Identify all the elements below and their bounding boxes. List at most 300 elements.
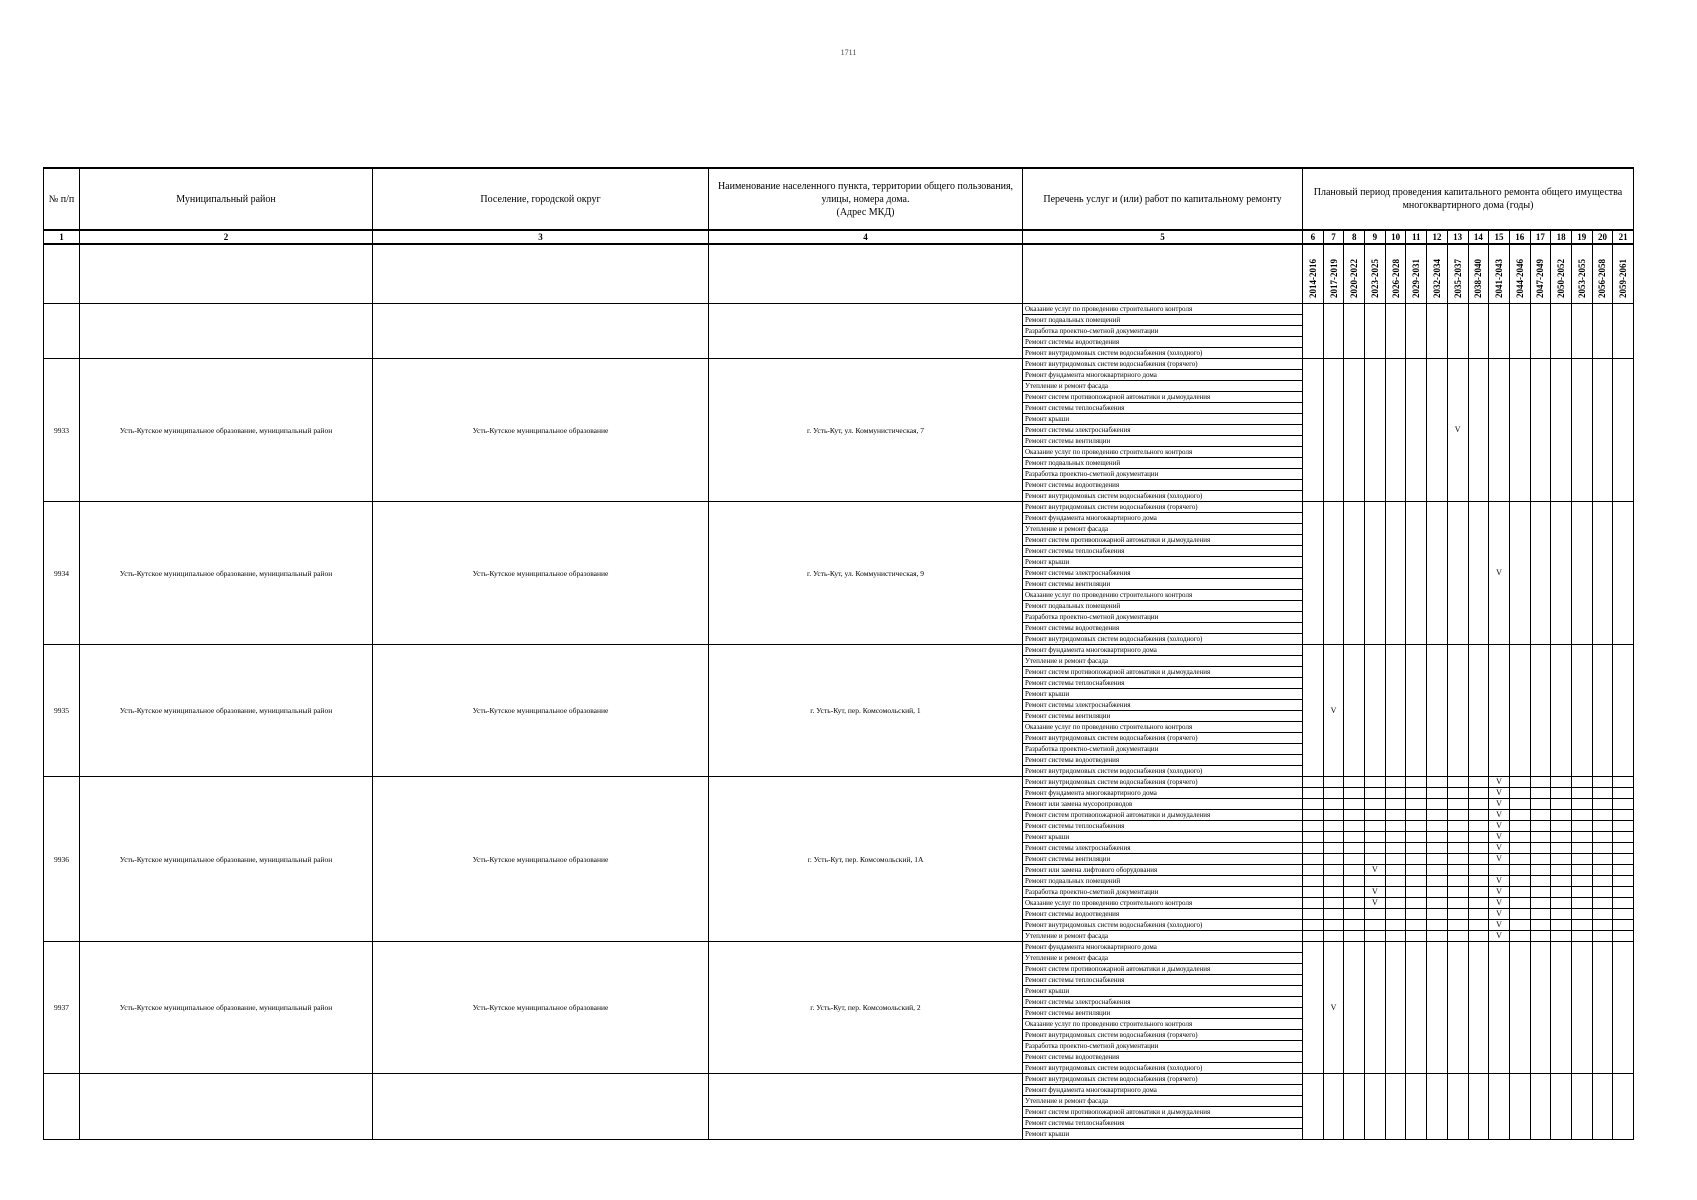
period-mark [1447, 821, 1468, 832]
column-number: 1 [44, 230, 80, 244]
header-n: № п/п [44, 168, 80, 230]
period-mark [1427, 788, 1448, 799]
period-mark [1406, 876, 1427, 887]
period-mark [1551, 865, 1572, 876]
period-mark [1509, 854, 1530, 865]
period-mark [1344, 799, 1365, 810]
period-mark [1303, 909, 1324, 920]
work-item: Разработка проектно-сметной документации [1023, 744, 1303, 755]
period-mark [1303, 645, 1324, 777]
work-item: Ремонт систем противопожарной автоматики и дымоудаления [1023, 810, 1303, 821]
period-mark [1303, 854, 1324, 865]
work-item: Разработка проектно-сметной документации [1023, 469, 1303, 480]
period-mark [1427, 843, 1448, 854]
period-mark [1344, 788, 1365, 799]
period-mark [1365, 1074, 1386, 1140]
work-item: Ремонт крыши [1023, 986, 1303, 997]
period-mark [1592, 821, 1613, 832]
row-number: 9935 [44, 645, 80, 777]
settlement-cell: Усть-Кутское муниципальное образование [373, 502, 709, 645]
work-item: Ремонт системы вентиляции [1023, 579, 1303, 590]
period-mark [1571, 920, 1592, 931]
period-mark [1427, 854, 1448, 865]
work-item: Ремонт системы теплоснабжения [1023, 821, 1303, 832]
period-mark [1613, 865, 1634, 876]
period-mark [1592, 854, 1613, 865]
period-mark [1385, 645, 1406, 777]
period-mark [1323, 777, 1344, 788]
work-item: Ремонт внутридомовых систем водоснабжения (горячего) [1023, 359, 1303, 370]
period-mark [1385, 887, 1406, 898]
year-header: 2047-2049 [1530, 244, 1551, 304]
period-mark [1613, 876, 1634, 887]
period-mark [1571, 887, 1592, 898]
period-mark [1613, 854, 1634, 865]
work-item: Ремонт крыши [1023, 414, 1303, 425]
period-mark [1468, 876, 1489, 887]
work-item: Ремонт системы водоотведения [1023, 909, 1303, 920]
work-item: Утепление и ремонт фасада [1023, 931, 1303, 942]
year-header: 2032-2034 [1427, 244, 1448, 304]
period-mark [1551, 887, 1572, 898]
period-mark [1406, 942, 1427, 1074]
table-row [44, 645, 1634, 656]
period-mark [1344, 777, 1365, 788]
period-mark [1592, 359, 1613, 502]
period-mark [1447, 645, 1468, 777]
work-item: Ремонт внутридомовых систем водоснабжения (горячего) [1023, 1030, 1303, 1041]
period-mark [1344, 920, 1365, 931]
period-mark [1427, 887, 1448, 898]
period-mark [1530, 920, 1551, 931]
period-mark [1571, 502, 1592, 645]
period-mark [1303, 359, 1324, 502]
column-number: 4 [709, 230, 1023, 244]
period-mark [1427, 359, 1448, 502]
work-item: Ремонт системы водоотведения [1023, 755, 1303, 766]
period-mark [1406, 920, 1427, 931]
period-mark [1468, 359, 1489, 502]
period-mark [1530, 843, 1551, 854]
period-mark [1447, 942, 1468, 1074]
period-mark [1530, 502, 1551, 645]
work-item: Ремонт внутридомовых систем водоснабжения (холодного) [1023, 1063, 1303, 1074]
period-mark [1447, 876, 1468, 887]
period-mark [1344, 1074, 1365, 1140]
period-mark [1571, 304, 1592, 359]
period-mark: V [1447, 359, 1468, 502]
period-mark [1344, 865, 1365, 876]
period-mark [1323, 909, 1344, 920]
period-mark [1592, 931, 1613, 942]
table-row [44, 942, 1634, 953]
period-mark [1468, 854, 1489, 865]
period-mark [1344, 898, 1365, 909]
period-mark [1447, 865, 1468, 876]
work-item: Ремонт системы водоотведения [1023, 480, 1303, 491]
column-number: 19 [1571, 230, 1592, 244]
period-mark [1365, 876, 1386, 887]
period-mark [1447, 799, 1468, 810]
work-item: Утепление и ремонт фасада [1023, 524, 1303, 535]
period-mark [1365, 920, 1386, 931]
work-item: Ремонт системы вентиляции [1023, 711, 1303, 722]
address-cell [709, 1074, 1023, 1140]
work-item: Ремонт системы электроснабжения [1023, 700, 1303, 711]
period-mark [1303, 898, 1324, 909]
period-mark [1530, 865, 1551, 876]
period-mark [1303, 876, 1324, 887]
column-number: 7 [1323, 230, 1344, 244]
period-mark [1323, 898, 1344, 909]
work-item: Ремонт внутридомовых систем водоснабжения (горячего) [1023, 733, 1303, 744]
period-mark [1592, 810, 1613, 821]
period-mark [1385, 876, 1406, 887]
period-mark: V [1365, 898, 1386, 909]
period-mark: V [1489, 876, 1510, 887]
header-row [44, 168, 1634, 230]
period-mark: V [1365, 887, 1386, 898]
year-row-spacer [1023, 244, 1303, 304]
period-mark [1592, 1074, 1613, 1140]
period-mark [1344, 876, 1365, 887]
period-mark [1406, 788, 1427, 799]
period-mark [1613, 304, 1634, 359]
period-mark [1613, 799, 1634, 810]
period-mark: V [1489, 920, 1510, 931]
period-mark [1571, 931, 1592, 942]
work-item: Утепление и ремонт фасада [1023, 953, 1303, 964]
period-mark [1530, 942, 1551, 1074]
period-mark [1509, 788, 1530, 799]
work-item: Ремонт системы вентиляции [1023, 436, 1303, 447]
period-mark [1489, 304, 1510, 359]
period-mark [1447, 304, 1468, 359]
period-mark [1323, 920, 1344, 931]
period-mark [1551, 799, 1572, 810]
work-item: Ремонт системы водоотведения [1023, 1052, 1303, 1063]
period-mark [1468, 843, 1489, 854]
period-mark [1468, 931, 1489, 942]
period-mark [1592, 832, 1613, 843]
period-mark: V [1489, 788, 1510, 799]
period-mark [1365, 502, 1386, 645]
period-mark [1385, 777, 1406, 788]
district-cell [80, 304, 373, 359]
period-mark [1303, 777, 1324, 788]
header-district: Муниципальный район [80, 168, 373, 230]
column-number: 11 [1406, 230, 1427, 244]
period-mark [1509, 821, 1530, 832]
period-mark [1468, 898, 1489, 909]
work-item: Утепление и ремонт фасада [1023, 381, 1303, 392]
period-mark [1509, 359, 1530, 502]
period-mark [1365, 942, 1386, 1074]
table-row [44, 502, 1634, 513]
work-item: Разработка проектно-сметной документации [1023, 887, 1303, 898]
period-mark [1551, 810, 1572, 821]
period-mark [1468, 1074, 1489, 1140]
column-number: 9 [1365, 230, 1386, 244]
period-mark [1489, 1074, 1510, 1140]
work-item: Ремонт крыши [1023, 1129, 1303, 1140]
period-mark [1323, 359, 1344, 502]
period-mark: V [1489, 810, 1510, 821]
period-mark [1592, 898, 1613, 909]
district-cell: Усть-Кутское муниципальное образование, муниципальный район [80, 777, 373, 942]
year-header: 2038-2040 [1468, 244, 1489, 304]
period-mark [1323, 865, 1344, 876]
header-period: Плановый период проведения капитального ремонта общего имущества многоквартирного дома (годы) [1303, 168, 1634, 230]
column-number: 8 [1344, 230, 1365, 244]
work-item: Ремонт фундамента многоквартирного дома [1023, 645, 1303, 656]
period-mark [1303, 920, 1324, 931]
period-mark [1530, 304, 1551, 359]
work-item: Разработка проектно-сметной документации [1023, 326, 1303, 337]
period-mark [1509, 502, 1530, 645]
work-item: Ремонт подвальных помещений [1023, 458, 1303, 469]
period-mark [1323, 788, 1344, 799]
period-mark [1447, 788, 1468, 799]
capital-repair-table [43, 167, 1634, 1140]
year-header: 2026-2028 [1385, 244, 1406, 304]
period-mark [1427, 865, 1448, 876]
period-mark [1427, 810, 1448, 821]
work-item: Ремонт внутридомовых систем водоснабжения (холодного) [1023, 348, 1303, 359]
period-mark [1365, 854, 1386, 865]
row-number: 9937 [44, 942, 80, 1074]
period-mark [1323, 876, 1344, 887]
period-mark [1344, 942, 1365, 1074]
work-item: Ремонт систем противопожарной автоматики и дымоудаления [1023, 535, 1303, 546]
period-mark [1406, 645, 1427, 777]
period-mark [1592, 909, 1613, 920]
period-mark [1344, 645, 1365, 777]
period-mark [1530, 777, 1551, 788]
period-mark [1323, 843, 1344, 854]
period-mark [1613, 1074, 1634, 1140]
period-mark [1406, 909, 1427, 920]
period-mark [1385, 788, 1406, 799]
year-header: 2053-2055 [1571, 244, 1592, 304]
period-mark [1427, 777, 1448, 788]
period-mark [1592, 876, 1613, 887]
period-mark [1613, 359, 1634, 502]
work-item: Ремонт фундамента многоквартирного дома [1023, 513, 1303, 524]
column-number: 17 [1530, 230, 1551, 244]
column-number: 21 [1613, 230, 1634, 244]
settlement-cell [373, 304, 709, 359]
period-mark [1365, 931, 1386, 942]
period-mark [1530, 799, 1551, 810]
work-item: Утепление и ремонт фасада [1023, 1096, 1303, 1107]
period-mark [1571, 909, 1592, 920]
period-mark [1613, 843, 1634, 854]
period-mark [1303, 788, 1324, 799]
period-mark [1303, 931, 1324, 942]
period-mark [1551, 1074, 1572, 1140]
settlement-cell: Усть-Кутское муниципальное образование [373, 942, 709, 1074]
period-mark [1468, 887, 1489, 898]
period-mark [1427, 942, 1448, 1074]
work-item: Оказание услуг по проведению строительного контроля [1023, 447, 1303, 458]
period-mark [1592, 942, 1613, 1074]
work-item: Ремонт системы теплоснабжения [1023, 678, 1303, 689]
period-mark [1468, 777, 1489, 788]
period-mark [1551, 920, 1572, 931]
period-mark [1509, 865, 1530, 876]
period-mark: V [1489, 502, 1510, 645]
period-mark [1551, 645, 1572, 777]
period-mark [1406, 810, 1427, 821]
period-mark [1571, 821, 1592, 832]
period-mark [1427, 876, 1448, 887]
column-number: 6 [1303, 230, 1324, 244]
period-mark [1509, 931, 1530, 942]
period-mark [1406, 887, 1427, 898]
period-mark [1530, 821, 1551, 832]
period-mark [1323, 887, 1344, 898]
period-mark [1365, 799, 1386, 810]
period-mark [1509, 810, 1530, 821]
period-mark [1468, 942, 1489, 1074]
period-mark [1385, 898, 1406, 909]
period-mark [1551, 777, 1572, 788]
settlement-cell: Усть-Кутское муниципальное образование [373, 359, 709, 502]
period-mark [1509, 942, 1530, 1074]
period-mark [1571, 799, 1592, 810]
period-mark: V [1489, 799, 1510, 810]
period-mark [1571, 843, 1592, 854]
period-mark: V [1489, 832, 1510, 843]
period-mark [1447, 931, 1468, 942]
period-mark [1551, 821, 1572, 832]
header-works: Перечень услуг и (или) работ по капитальному ремонту [1023, 168, 1303, 230]
period-mark [1468, 865, 1489, 876]
work-item: Ремонт внутридомовых систем водоснабжения (горячего) [1023, 1074, 1303, 1085]
period-mark [1427, 799, 1448, 810]
period-mark [1303, 865, 1324, 876]
period-mark [1509, 887, 1530, 898]
period-mark [1447, 832, 1468, 843]
work-item: Ремонт системы вентиляции [1023, 854, 1303, 865]
work-item: Оказание услуг по проведению строительного контроля [1023, 722, 1303, 733]
work-item: Ремонт или замена мусоропроводов [1023, 799, 1303, 810]
table-row [44, 1074, 1634, 1085]
period-mark [1592, 645, 1613, 777]
period-mark [1303, 810, 1324, 821]
period-mark [1427, 832, 1448, 843]
period-mark [1406, 1074, 1427, 1140]
year-header: 2041-2043 [1489, 244, 1510, 304]
period-mark [1551, 304, 1572, 359]
period-mark [1530, 645, 1551, 777]
period-mark [1530, 359, 1551, 502]
period-mark [1323, 810, 1344, 821]
period-mark [1592, 502, 1613, 645]
period-mark [1447, 909, 1468, 920]
period-mark [1613, 931, 1634, 942]
period-mark [1551, 502, 1572, 645]
work-item: Ремонт фундамента многоквартирного дома [1023, 1085, 1303, 1096]
period-mark [1385, 821, 1406, 832]
period-mark [1551, 898, 1572, 909]
work-item: Ремонт систем противопожарной автоматики и дымоудаления [1023, 667, 1303, 678]
period-mark [1385, 931, 1406, 942]
period-mark [1468, 645, 1489, 777]
period-mark [1509, 1074, 1530, 1140]
period-mark [1509, 832, 1530, 843]
period-mark [1571, 942, 1592, 1074]
work-item: Ремонт системы водоотведения [1023, 623, 1303, 634]
period-mark [1385, 502, 1406, 645]
address-cell: г. Усть-Кут, ул. Коммунистическая, 9 [709, 502, 1023, 645]
work-item: Разработка проектно-сметной документации [1023, 612, 1303, 623]
period-mark [1613, 810, 1634, 821]
work-item: Оказание услуг по проведению строительного контроля [1023, 1019, 1303, 1030]
settlement-cell: Усть-Кутское муниципальное образование [373, 777, 709, 942]
year-header: 2035-2037 [1447, 244, 1468, 304]
period-mark [1447, 810, 1468, 821]
period-mark [1427, 931, 1448, 942]
year-header: 2059-2061 [1613, 244, 1634, 304]
work-item: Ремонт внутридомовых систем водоснабжения (холодного) [1023, 634, 1303, 645]
period-mark [1344, 821, 1365, 832]
period-mark [1613, 502, 1634, 645]
period-mark [1406, 304, 1427, 359]
period-mark [1592, 865, 1613, 876]
period-mark [1613, 821, 1634, 832]
district-cell: Усть-Кутское муниципальное образование, муниципальный район [80, 359, 373, 502]
period-mark [1406, 821, 1427, 832]
work-item: Ремонт систем противопожарной автоматики и дымоудаления [1023, 964, 1303, 975]
period-mark [1571, 645, 1592, 777]
column-number: 12 [1427, 230, 1448, 244]
period-mark [1365, 777, 1386, 788]
column-number: 14 [1468, 230, 1489, 244]
period-mark [1592, 304, 1613, 359]
work-item: Ремонт системы теплоснабжения [1023, 546, 1303, 557]
work-item: Ремонт подвальных помещений [1023, 315, 1303, 326]
period-mark [1385, 304, 1406, 359]
year-header: 2029-2031 [1406, 244, 1427, 304]
period-mark [1344, 843, 1365, 854]
period-mark [1323, 304, 1344, 359]
period-mark [1592, 887, 1613, 898]
period-mark [1344, 832, 1365, 843]
period-mark [1365, 788, 1386, 799]
period-mark [1551, 832, 1572, 843]
header-settlement: Поселение, городской округ [373, 168, 709, 230]
period-mark [1365, 645, 1386, 777]
period-mark [1468, 810, 1489, 821]
year-header: 2020-2022 [1344, 244, 1365, 304]
address-cell [709, 304, 1023, 359]
period-mark [1551, 931, 1572, 942]
period-mark [1385, 810, 1406, 821]
period-mark [1613, 920, 1634, 931]
year-header: 2023-2025 [1365, 244, 1386, 304]
period-mark [1468, 821, 1489, 832]
period-mark [1406, 359, 1427, 502]
period-mark [1530, 1074, 1551, 1140]
period-mark [1344, 304, 1365, 359]
year-header: 2014-2016 [1303, 244, 1324, 304]
period-mark [1571, 898, 1592, 909]
period-mark [1385, 865, 1406, 876]
year-row [44, 244, 1634, 304]
period-mark [1406, 931, 1427, 942]
